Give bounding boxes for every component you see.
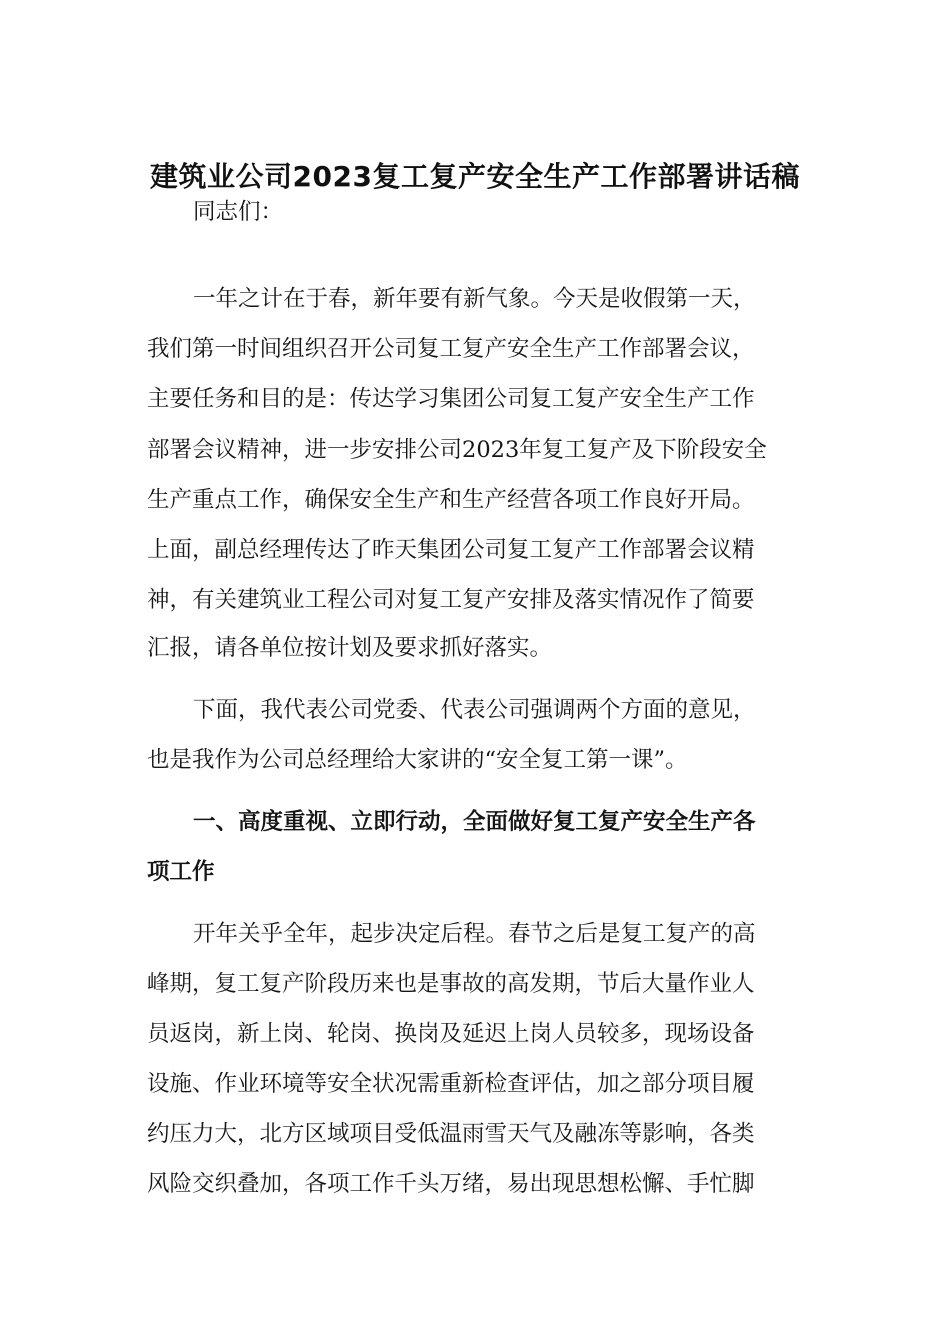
paragraph-line: 也是我作为公司总经理给大家讲的“安全复工第一课”。 — [147, 747, 688, 773]
paragraph-line: 神，有关建筑业工程公司对复工复产安排及落实情况作了简要 — [147, 587, 755, 613]
paragraph-line: 上面，副总经理传达了昨天集团公司复工复产工作部署会议精 — [147, 537, 755, 563]
paragraph-line: 主要任务和目的是：传达学习集团公司复工复产安全生产工作 — [147, 386, 755, 412]
paragraph-line: 我们第一时间组织召开公司复工复产安全生产工作部署会议， — [147, 336, 755, 362]
paragraph-line: 员返岗，新上岗、轮岗、换岗及延迟上岗人员较多，现场设备 — [147, 1021, 755, 1047]
paragraph-line: 下面，我代表公司党委、代表公司强调两个方面的意见， — [193, 697, 756, 723]
paragraph-line: 开年关乎全年，起步决定后程。春节之后是复工复产的高 — [193, 921, 756, 947]
paragraph-line: 部署会议精神，进一步安排公司2023年复工复产及下阶段安全 — [147, 437, 767, 463]
paragraph-line: 峰期，复工复产阶段历来也是事故的高发期，节后大量作业人 — [147, 971, 755, 997]
document-title: 建筑业公司2023复工复产安全生产工作部署讲话稿 — [150, 160, 800, 193]
salutation: 同志们： — [193, 199, 284, 225]
paragraph-line: 一年之计在于春，新年要有新气象。今天是收假第一天， — [193, 286, 756, 312]
paragraph-line: 风险交织叠加，各项工作千头万绪，易出现思想松懈、手忙脚 — [147, 1171, 755, 1197]
heading-line: 项工作 — [147, 859, 215, 885]
paragraph-line: 约压力大，北方区域项目受低温雨雪天气及融冻等影响，各类 — [147, 1121, 755, 1147]
paragraph-line: 生产重点工作，确保安全生产和生产经营各项工作良好开局。 — [147, 487, 755, 513]
heading-line: 一、高度重视、立即行动，全面做好复工复产安全生产各 — [193, 809, 756, 835]
paragraph-line: 设施、作业环境等安全状况需重新检查评估，加之部分项目履 — [147, 1071, 755, 1097]
paragraph-line: 汇报，请各单位按计划及要求抓好落实。 — [147, 635, 553, 661]
